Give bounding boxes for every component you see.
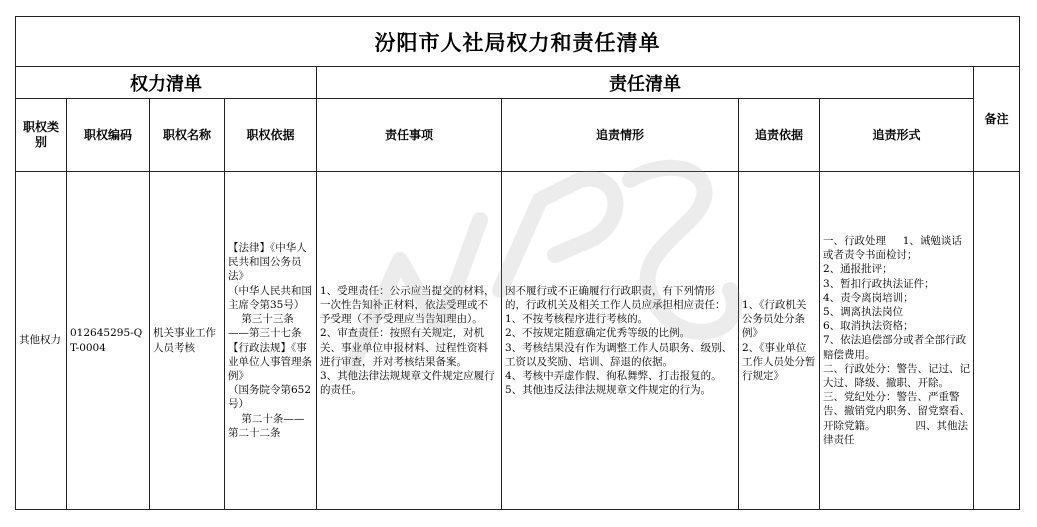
row-code-text: 012645295-QT-0004 — [70, 327, 143, 354]
row-category-text: 其他权力 — [19, 334, 61, 347]
row-basis — [225, 172, 317, 510]
row-acc-form — [820, 172, 974, 510]
row-accountability — [502, 172, 739, 510]
row-basis-text: 【法律】《中华人民共和国公务员法》 （中华人民共和国主席令第35号） 第三十三条——第三十七条 【行政法规】《事业单位人事管理条例》 （国务院令第652号） 第二十条——第二十二条 — [228, 242, 312, 439]
header-acc-form: 追责形式 — [820, 99, 974, 172]
row-category — [15, 172, 67, 510]
header-accountability: 追责情形 — [502, 99, 739, 172]
row-code — [67, 172, 150, 510]
header-name: 职权名称 — [150, 99, 225, 172]
row-name — [150, 172, 225, 510]
section-power-list: 权力清单 — [15, 67, 317, 99]
row-accountability-text: 因不履行或不正确履行行政职责，有下列情形的，行政机关及相关工作人员应承担相应责任： 1、不按考核程序进行考核的。 2、不按规定随意确定优秀等级的比例。 3、考核结果没有作为调整工作人员职务、级别、工资以及奖励、培训、辞退的依据。 4、考核中弄虚作假、徇私舞弊、打击报复的。 5、其他违反法律法规规章文件规定的行为。 — [505, 284, 733, 397]
header-code: 职权编码 — [67, 99, 150, 172]
remarks-header: 备注 — [974, 67, 1020, 172]
row-acc-form-text: 一、行政处理 1、诫勉谈话或者责令书面检讨； 2、通报批评； 3、暂扣行政执法证件； 4、责令离岗培训； 5、调离执法岗位 6、取消执法资格； 7、依法追偿部分或者全部行政赔偿费用。 二、行政处分：警告、记过、记大过、降级、撤职、开除。 三、党纪处分：警告、严重警告、撤销党内职务、留党察看、开除党籍。 四、其他法律责任 — [823, 234, 970, 446]
section-responsibility-list: 责任清单 — [317, 67, 974, 99]
row-name-text: 机关事业工作人员考核 — [153, 327, 216, 354]
row-duty — [317, 172, 502, 510]
row-acc-basis — [739, 172, 820, 510]
header-basis: 职权依据 — [225, 99, 317, 172]
row-acc-basis-text: 1、《行政机关公务员处分条例》 2、《事业单位工作人员处分暂行规定》 — [742, 298, 816, 382]
page-title: 汾阳市人社局权力和责任清单 — [15, 16, 1020, 67]
header-acc-basis: 追责依据 — [739, 99, 820, 172]
header-category: 职权类别 — [15, 99, 67, 172]
header-duty: 责任事项 — [317, 99, 502, 172]
row-remarks — [974, 172, 1020, 510]
row-duty-text: 1、受理责任：公示应当提交的材料，一次性告知补正材料，依法受理或不予受理（不予受理应当告知理由）。 2、审查责任：按照有关规定，对机关、事业单位申报材料、过程性资料进行审查，并对考核结果备案。 3、其他法律法规规章文件规定应履行的责任。 — [320, 284, 495, 397]
